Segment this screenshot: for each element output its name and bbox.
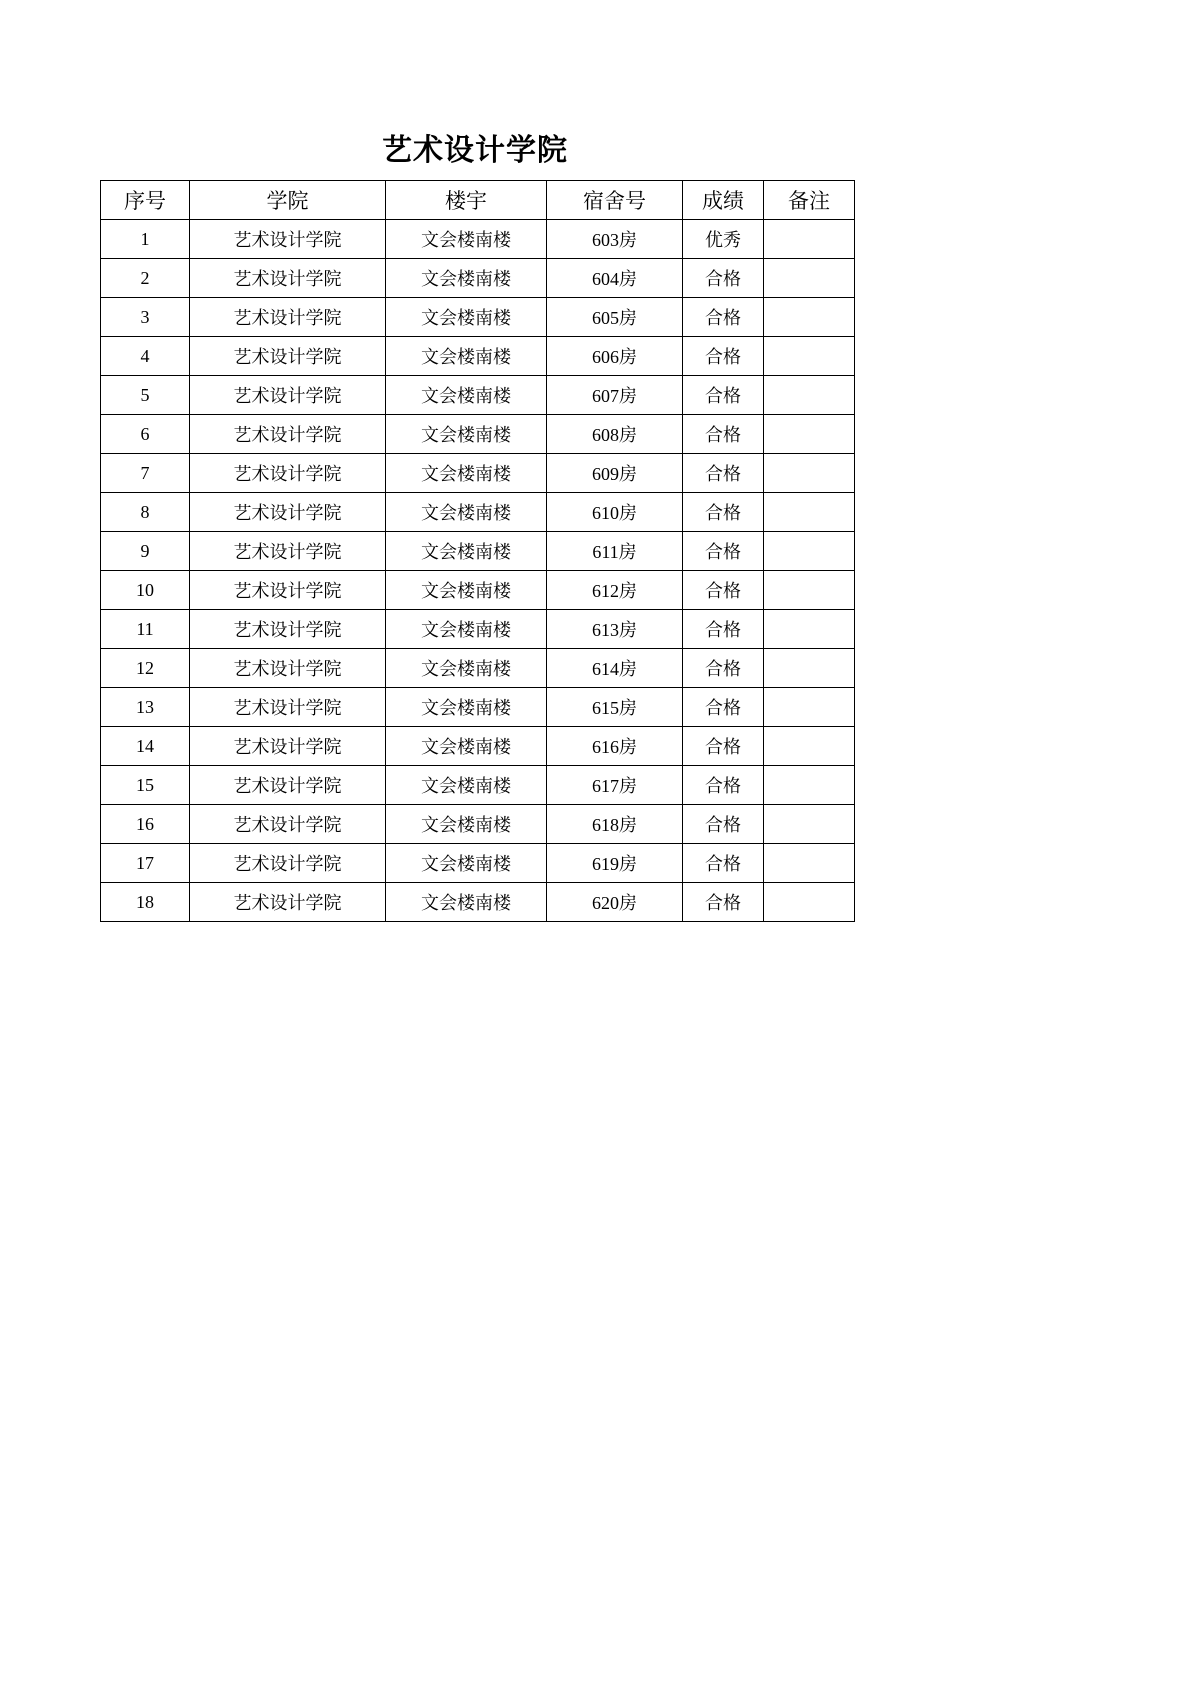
cell-index: 11	[101, 610, 190, 649]
cell-index: 3	[101, 298, 190, 337]
cell-building: 文会楼南楼	[386, 376, 547, 415]
cell-score: 合格	[683, 571, 764, 610]
column-header-building: 楼宇	[386, 181, 547, 220]
table-row	[101, 649, 855, 688]
cell-note	[764, 532, 855, 571]
cell-note	[764, 376, 855, 415]
cell-room: 615房	[547, 688, 683, 727]
cell-score: 合格	[683, 337, 764, 376]
cell-index: 5	[101, 376, 190, 415]
cell-building: 文会楼南楼	[386, 493, 547, 532]
cell-score: 合格	[683, 493, 764, 532]
cell-score: 合格	[683, 688, 764, 727]
cell-college: 艺术设计学院	[190, 688, 386, 727]
cell-room: 606房	[547, 337, 683, 376]
table-row	[101, 727, 855, 766]
cell-note	[764, 259, 855, 298]
cell-index: 16	[101, 805, 190, 844]
cell-college: 艺术设计学院	[190, 883, 386, 922]
cell-room: 609房	[547, 454, 683, 493]
cell-score: 合格	[683, 649, 764, 688]
cell-note	[764, 337, 855, 376]
table-row	[101, 259, 855, 298]
cell-score: 合格	[683, 883, 764, 922]
cell-score: 合格	[683, 298, 764, 337]
cell-note	[764, 454, 855, 493]
cell-college: 艺术设计学院	[190, 337, 386, 376]
cell-score: 合格	[683, 805, 764, 844]
cell-building: 文会楼南楼	[386, 454, 547, 493]
table-row	[101, 844, 855, 883]
cell-index: 6	[101, 415, 190, 454]
cell-college: 艺术设计学院	[190, 493, 386, 532]
cell-score: 合格	[683, 454, 764, 493]
cell-college: 艺术设计学院	[190, 766, 386, 805]
cell-index: 8	[101, 493, 190, 532]
cell-building: 文会楼南楼	[386, 883, 547, 922]
cell-index: 9	[101, 532, 190, 571]
cell-note	[764, 688, 855, 727]
table-row	[101, 883, 855, 922]
cell-room: 607房	[547, 376, 683, 415]
cell-college: 艺术设计学院	[190, 844, 386, 883]
cell-score: 优秀	[683, 220, 764, 259]
cell-college: 艺术设计学院	[190, 298, 386, 337]
cell-note	[764, 415, 855, 454]
cell-index: 18	[101, 883, 190, 922]
table-row	[101, 376, 855, 415]
cell-building: 文会楼南楼	[386, 571, 547, 610]
cell-room: 619房	[547, 844, 683, 883]
cell-college: 艺术设计学院	[190, 259, 386, 298]
cell-note	[764, 493, 855, 532]
cell-index: 7	[101, 454, 190, 493]
table-row	[101, 415, 855, 454]
table-row	[101, 532, 855, 571]
cell-room: 616房	[547, 727, 683, 766]
table-header-row	[101, 181, 855, 220]
cell-note	[764, 649, 855, 688]
cell-building: 文会楼南楼	[386, 259, 547, 298]
cell-score: 合格	[683, 610, 764, 649]
table-header	[101, 181, 855, 220]
cell-building: 文会楼南楼	[386, 649, 547, 688]
table-row	[101, 610, 855, 649]
cell-building: 文会楼南楼	[386, 688, 547, 727]
dormitory-table-container	[100, 180, 848, 922]
cell-college: 艺术设计学院	[190, 610, 386, 649]
cell-note	[764, 805, 855, 844]
cell-room: 620房	[547, 883, 683, 922]
column-header-college: 学院	[190, 181, 386, 220]
cell-building: 文会楼南楼	[386, 298, 547, 337]
cell-college: 艺术设计学院	[190, 805, 386, 844]
cell-score: 合格	[683, 259, 764, 298]
cell-room: 618房	[547, 805, 683, 844]
cell-building: 文会楼南楼	[386, 727, 547, 766]
page-title: 艺术设计学院	[382, 134, 568, 167]
cell-room: 614房	[547, 649, 683, 688]
cell-index: 17	[101, 844, 190, 883]
cell-building: 文会楼南楼	[386, 610, 547, 649]
cell-college: 艺术设计学院	[190, 415, 386, 454]
cell-score: 合格	[683, 844, 764, 883]
table-row	[101, 766, 855, 805]
cell-score: 合格	[683, 532, 764, 571]
cell-note	[764, 766, 855, 805]
cell-room: 605房	[547, 298, 683, 337]
cell-college: 艺术设计学院	[190, 220, 386, 259]
cell-building: 文会楼南楼	[386, 805, 547, 844]
cell-building: 文会楼南楼	[386, 766, 547, 805]
cell-index: 2	[101, 259, 190, 298]
cell-room: 610房	[547, 493, 683, 532]
cell-college: 艺术设计学院	[190, 571, 386, 610]
cell-college: 艺术设计学院	[190, 727, 386, 766]
cell-note	[764, 883, 855, 922]
column-header-index: 序号	[101, 181, 190, 220]
column-header-score: 成绩	[683, 181, 764, 220]
cell-building: 文会楼南楼	[386, 844, 547, 883]
cell-building: 文会楼南楼	[386, 532, 547, 571]
cell-score: 合格	[683, 766, 764, 805]
cell-note	[764, 298, 855, 337]
cell-index: 15	[101, 766, 190, 805]
table-row	[101, 493, 855, 532]
table-row	[101, 220, 855, 259]
cell-room: 611房	[547, 532, 683, 571]
cell-index: 14	[101, 727, 190, 766]
cell-index: 4	[101, 337, 190, 376]
cell-index: 12	[101, 649, 190, 688]
table-row	[101, 688, 855, 727]
cell-note	[764, 727, 855, 766]
cell-index: 1	[101, 220, 190, 259]
cell-college: 艺术设计学院	[190, 649, 386, 688]
column-header-room: 宿舍号	[547, 181, 683, 220]
cell-index: 13	[101, 688, 190, 727]
cell-note	[764, 610, 855, 649]
cell-college: 艺术设计学院	[190, 454, 386, 493]
table-row	[101, 805, 855, 844]
cell-index: 10	[101, 571, 190, 610]
cell-room: 613房	[547, 610, 683, 649]
cell-college: 艺术设计学院	[190, 532, 386, 571]
cell-room: 608房	[547, 415, 683, 454]
cell-room: 617房	[547, 766, 683, 805]
cell-score: 合格	[683, 376, 764, 415]
table-row	[101, 571, 855, 610]
cell-note	[764, 844, 855, 883]
cell-college: 艺术设计学院	[190, 376, 386, 415]
cell-note	[764, 571, 855, 610]
cell-room: 604房	[547, 259, 683, 298]
column-header-note: 备注	[764, 181, 855, 220]
cell-building: 文会楼南楼	[386, 337, 547, 376]
table-row	[101, 337, 855, 376]
cell-room: 603房	[547, 220, 683, 259]
cell-room: 612房	[547, 571, 683, 610]
cell-note	[764, 220, 855, 259]
cell-score: 合格	[683, 727, 764, 766]
cell-score: 合格	[683, 415, 764, 454]
table-body	[101, 220, 855, 922]
cell-building: 文会楼南楼	[386, 220, 547, 259]
table-row	[101, 454, 855, 493]
table-row	[101, 298, 855, 337]
dormitory-table	[100, 180, 855, 922]
cell-building: 文会楼南楼	[386, 415, 547, 454]
